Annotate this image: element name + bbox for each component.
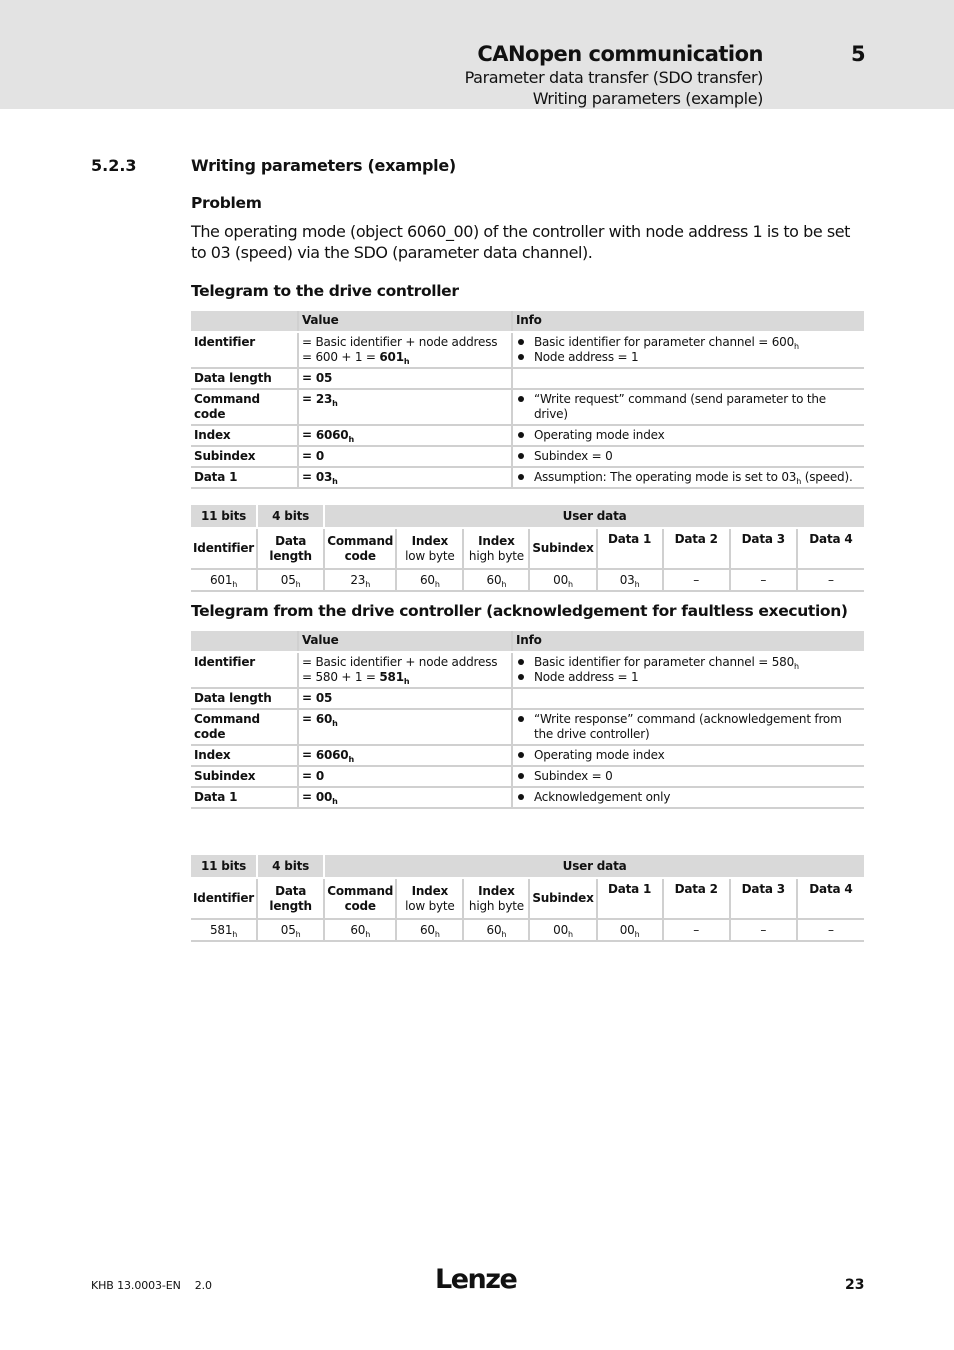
row-label: Identifier: [191, 652, 298, 688]
value-cell: [298, 389, 512, 425]
bullet-icon: [516, 655, 534, 670]
bullet-item: [516, 670, 861, 685]
user-data-header: User data: [324, 855, 864, 878]
table-row: [191, 766, 864, 787]
header-line: code: [344, 898, 376, 913]
header-line: Command: [327, 883, 394, 898]
info-cell: [512, 332, 864, 368]
chapter-title: CANopen communication: [477, 42, 763, 66]
bullet-icon: [516, 470, 534, 485]
bullet-icon: [516, 670, 534, 685]
data3-header: Data 3: [730, 878, 797, 919]
bits-4-header: 4 bits: [257, 855, 324, 878]
bullet-item: [516, 449, 861, 464]
bullet-item: [516, 655, 861, 670]
identifier-value: [191, 569, 257, 591]
value-bold: = 00: [302, 790, 333, 804]
bits-11-header: 11 bits: [191, 505, 257, 528]
value-line: = Basic identifier + node address: [302, 655, 498, 669]
table-row: [191, 368, 864, 389]
telegram-to-heading: Telegram to the drive controller: [191, 282, 459, 300]
table-row: [191, 446, 864, 467]
cell-text: 00: [553, 922, 569, 937]
hex-suffix: h: [434, 579, 440, 589]
index-high-value: [463, 919, 529, 941]
bullet-item: [516, 470, 861, 485]
bullet-icon: [516, 350, 534, 365]
header-line: Index: [478, 533, 515, 548]
hex-suffix: h: [365, 579, 371, 589]
bullet-icon: [516, 449, 534, 464]
row-label: Index: [191, 425, 298, 446]
row-label: Data length: [191, 688, 298, 709]
value-bold: = 60: [302, 712, 333, 726]
identifier-value: [191, 919, 257, 941]
info-text: (speed).: [801, 470, 853, 484]
cell-text: 60: [419, 572, 435, 587]
info-text: Node address = 1: [534, 350, 639, 364]
subindex-value: [529, 919, 596, 941]
chapter-number: 5: [851, 42, 866, 66]
cell-text: 05: [280, 572, 296, 587]
value-cell: [298, 688, 512, 709]
index-low-value: [396, 569, 463, 591]
bullet-item: [516, 712, 861, 742]
data1-header: Data 1: [597, 878, 663, 919]
hex-suffix: h: [794, 342, 799, 351]
info-cell: [512, 425, 864, 446]
header-line: Index: [411, 883, 449, 898]
value-cell: [298, 332, 512, 368]
section-subtitle: Parameter data transfer (SDO transfer): [464, 68, 763, 87]
value-line: [302, 350, 508, 365]
info-text: Subindex = 0: [534, 769, 613, 783]
info-text: “Write response” command (acknowledgement from the drive controller): [534, 712, 842, 741]
data-length-value: [257, 919, 324, 941]
value-bold: 601: [379, 350, 404, 364]
hex-suffix: h: [501, 929, 507, 939]
header-line: Data: [275, 883, 307, 898]
problem-heading: Problem: [191, 194, 262, 212]
header-line: length: [269, 548, 312, 563]
table-row: [191, 787, 864, 808]
hex-suffix: h: [232, 929, 238, 939]
hex-suffix: h: [332, 719, 338, 728]
bullet-item: [516, 392, 861, 422]
hex-suffix: h: [568, 579, 573, 589]
hex-suffix: h: [348, 435, 354, 444]
data4-header: Data 4: [797, 528, 864, 569]
row-label: Index: [191, 745, 298, 766]
data-length-value: [257, 569, 324, 591]
hex-suffix: h: [568, 929, 573, 939]
value-column-header: Value: [298, 631, 512, 652]
bullet-item: [516, 428, 861, 443]
info-cell: [512, 787, 864, 808]
value-cell: [298, 446, 512, 467]
value-cell: [298, 368, 512, 389]
data-length-header: [257, 878, 324, 919]
data1-value: [597, 569, 663, 591]
row-label: Command code: [191, 389, 298, 425]
hex-suffix: h: [634, 929, 640, 939]
table-row: [191, 919, 864, 941]
data3-value: –: [730, 569, 797, 591]
data4-value: –: [797, 919, 864, 941]
bullet-icon: [516, 790, 534, 805]
table-row: [191, 425, 864, 446]
header-line: Command: [327, 533, 394, 548]
info-column-header: Info: [512, 311, 864, 332]
info-text: Acknowledgement only: [534, 790, 671, 804]
value-column-header: Value: [298, 311, 512, 332]
hex-suffix: h: [232, 579, 238, 589]
row-label: Subindex: [191, 446, 298, 467]
data2-header: Data 2: [663, 878, 730, 919]
data3-value: –: [730, 919, 797, 941]
row-label: Data 1: [191, 467, 298, 488]
hex-suffix: h: [403, 677, 410, 686]
index-high-header: [463, 878, 529, 919]
info-text: Operating mode index: [534, 428, 665, 442]
value-cell: [298, 467, 512, 488]
telegram-from-heading: Telegram from the drive controller (acknowledgement for faultless execution): [191, 602, 848, 620]
value-bold: 581: [379, 670, 404, 684]
telegram-from-info-table: [191, 631, 864, 809]
value-bold: = 05: [302, 371, 333, 385]
index-high-value: [463, 569, 529, 591]
hex-suffix: h: [794, 662, 799, 671]
cell-text: 581: [209, 922, 233, 937]
hex-suffix: h: [434, 929, 440, 939]
blank-header-cell: [191, 631, 298, 652]
table-header-row: [191, 631, 864, 652]
blank-header-cell: [191, 311, 298, 332]
value-bold: = 0: [302, 449, 324, 463]
info-text: Subindex = 0: [534, 449, 613, 463]
value-bold: = 23: [302, 392, 333, 406]
bits-4-header: 4 bits: [257, 505, 324, 528]
problem-text: The operating mode (object 6060_00) of the controller with node address 1 is to be set to 03 (speed) via the SDO (parameter data channel).: [191, 222, 850, 262]
bullet-icon: [516, 712, 534, 742]
info-text: Basic identifier for parameter channel = 600: [534, 335, 795, 349]
command-code-header: [324, 878, 396, 919]
bits-header-row: [191, 505, 864, 528]
table-row: [191, 467, 864, 488]
info-cell: [512, 389, 864, 425]
value-line: [302, 670, 508, 685]
section-title: Writing parameters (example): [191, 156, 456, 175]
header-line: code: [344, 548, 376, 563]
data4-header: Data 4: [797, 878, 864, 919]
cell-text: 23: [350, 572, 366, 587]
data4-value: –: [797, 569, 864, 591]
doc-version: 2.0: [194, 1279, 212, 1292]
value-cell: [298, 787, 512, 808]
command-code-header: [324, 528, 396, 569]
info-cell: [512, 766, 864, 787]
bits-11-header: 11 bits: [191, 855, 257, 878]
index-low-header: [396, 528, 463, 569]
row-label: Data 1: [191, 787, 298, 808]
hex-suffix: h: [348, 755, 354, 764]
cell-text: 05: [280, 922, 296, 937]
hex-suffix: h: [332, 477, 338, 486]
value-bold: = 05: [302, 691, 333, 705]
info-cell: [512, 446, 864, 467]
row-label: Command code: [191, 709, 298, 745]
subindex-header: Subindex: [529, 878, 596, 919]
data2-header: Data 2: [663, 528, 730, 569]
telegram-from-bits-table: [191, 855, 864, 942]
identifier-header: Identifier: [191, 878, 257, 919]
subsection-subtitle: Writing parameters (example): [532, 89, 763, 108]
info-text: Node address = 1: [534, 670, 639, 684]
header-line: low byte: [405, 898, 455, 913]
telegram-to-bits-table: [191, 505, 864, 592]
table-row: [191, 688, 864, 709]
hex-suffix: h: [295, 579, 301, 589]
cell-text: 60: [486, 572, 502, 587]
info-cell: [512, 652, 864, 688]
row-label: Data length: [191, 368, 298, 389]
value-cell: [298, 652, 512, 688]
index-high-header: [463, 528, 529, 569]
user-data-header: User data: [324, 505, 864, 528]
header-line: high byte: [468, 548, 524, 563]
info-text: Operating mode index: [534, 748, 665, 762]
info-cell: [512, 467, 864, 488]
value-line: = Basic identifier + node address: [302, 335, 498, 349]
hex-suffix: h: [332, 399, 338, 408]
index-low-value: [396, 919, 463, 941]
subindex-value: [529, 569, 596, 591]
doc-id: KHB 13.0003-EN: [91, 1279, 181, 1292]
header-line: Index: [478, 883, 515, 898]
subindex-header: Subindex: [529, 528, 596, 569]
bullet-item: [516, 748, 861, 763]
footer-doc-info: [91, 1279, 212, 1292]
table-row: [191, 745, 864, 766]
bullet-icon: [516, 392, 534, 422]
bullet-item: [516, 790, 861, 805]
value-text: = 600 + 1 =: [302, 350, 380, 364]
table-header-row: [191, 311, 864, 332]
bullet-icon: [516, 428, 534, 443]
value-text: = 580 + 1 =: [302, 670, 380, 684]
field-header-row: [191, 878, 864, 919]
header-line: Index: [411, 533, 449, 548]
value-bold: = 03: [302, 470, 333, 484]
header-line: high byte: [468, 898, 524, 913]
hex-suffix: h: [332, 797, 338, 806]
info-text: Assumption: The operating mode is set to 03: [534, 470, 797, 484]
page-header: [0, 0, 954, 109]
table-row: [191, 652, 864, 688]
hex-suffix: h: [365, 929, 371, 939]
header-line: low byte: [405, 548, 455, 563]
cell-text: 60: [486, 922, 502, 937]
field-header-row: [191, 528, 864, 569]
lenze-logo: Lenze: [435, 1264, 517, 1295]
cell-text: 60: [419, 922, 435, 937]
bullet-icon: [516, 748, 534, 763]
value-bold: = 6060: [302, 748, 349, 762]
header-line: Data: [275, 533, 307, 548]
value-cell: [298, 766, 512, 787]
row-label: Subindex: [191, 766, 298, 787]
info-cell: [512, 688, 864, 709]
info-cell: [512, 368, 864, 389]
value-cell: [298, 425, 512, 446]
value-bold: = 6060: [302, 428, 349, 442]
table-row: [191, 389, 864, 425]
hex-suffix: h: [501, 579, 507, 589]
value-bold: = 0: [302, 769, 324, 783]
bullet-icon: [516, 769, 534, 784]
info-text: “Write request” command (send parameter to the drive): [534, 392, 826, 421]
cell-text: 03: [619, 572, 635, 587]
bits-header-row: [191, 855, 864, 878]
cell-text: 00: [553, 572, 569, 587]
telegram-to-info-table: [191, 311, 864, 489]
data-length-header: [257, 528, 324, 569]
hex-suffix: h: [403, 357, 410, 366]
page-number: 23: [845, 1277, 865, 1293]
value-cell: [298, 709, 512, 745]
data3-header: Data 3: [730, 528, 797, 569]
section-number: 5.2.3: [91, 156, 137, 175]
hex-suffix: h: [796, 477, 802, 486]
bullet-item: [516, 335, 861, 350]
identifier-header: Identifier: [191, 528, 257, 569]
command-code-value: [324, 919, 396, 941]
index-low-header: [396, 878, 463, 919]
table-row: [191, 709, 864, 745]
info-column-header: Info: [512, 631, 864, 652]
data2-value: –: [663, 919, 730, 941]
value-cell: [298, 745, 512, 766]
data1-value: [597, 919, 663, 941]
header-line: length: [269, 898, 312, 913]
table-row: [191, 332, 864, 368]
data2-value: –: [663, 569, 730, 591]
hex-suffix: h: [295, 929, 301, 939]
bullet-item: [516, 350, 861, 365]
cell-text: 601: [209, 572, 233, 587]
data1-header: Data 1: [597, 528, 663, 569]
row-label: Identifier: [191, 332, 298, 368]
hex-suffix: h: [634, 579, 640, 589]
command-code-value: [324, 569, 396, 591]
info-text: Basic identifier for parameter channel = 580: [534, 655, 795, 669]
info-cell: [512, 745, 864, 766]
info-cell: [512, 709, 864, 745]
cell-text: 00: [619, 922, 635, 937]
bullet-item: [516, 769, 861, 784]
bullet-icon: [516, 335, 534, 350]
cell-text: 60: [350, 922, 366, 937]
table-row: [191, 569, 864, 591]
